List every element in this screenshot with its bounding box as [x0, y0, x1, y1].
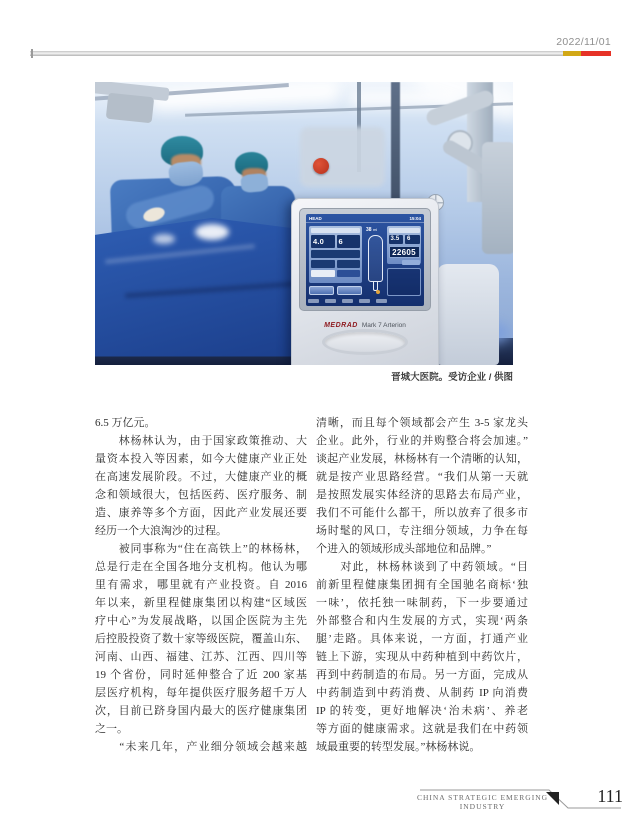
gauze — [195, 224, 229, 240]
injector-device — [291, 198, 439, 365]
header-rule — [30, 51, 611, 56]
header-accent-red — [581, 51, 611, 56]
ceiling-mount — [106, 93, 154, 124]
syringe-graphic — [368, 235, 383, 282]
screen-info-box — [387, 268, 421, 296]
screen-tab — [337, 270, 361, 277]
panel-header-bar — [389, 228, 420, 233]
right-value-2: 6 — [405, 235, 420, 244]
text-line: 一味’，依托独一味制药，下一步要通过 — [316, 597, 528, 609]
flow-rate-value: 4.0 — [311, 235, 335, 248]
text-line: 疗中心”为发展战略，以国企医院为主先 — [95, 615, 307, 627]
right-value-1: 3.5 — [389, 235, 404, 244]
text-line: 再到中药制造的布局。另一方面，完成从 — [316, 669, 528, 681]
text-line: 个进入的领域形成头部地位和品牌。” — [316, 543, 492, 555]
text-line: 在高速发展阶段。不过，大健康产业的概 — [95, 471, 307, 483]
surgeon-right-mask — [240, 173, 268, 193]
parameter-box — [337, 260, 361, 268]
text-line: 河南、山西、福建、江苏、江西、四川等 — [95, 651, 307, 663]
article-column-right — [316, 414, 528, 756]
article-photo — [95, 82, 513, 365]
text-line: 造、康养等多个方面，因此产业发展还要 — [95, 507, 307, 519]
text-line: 念和领域很大，包括医药、医疗服务、制 — [95, 489, 307, 501]
volume-value: 6 — [337, 235, 361, 248]
parameter-box — [311, 260, 335, 268]
journal-name: CHINA STRATEGIC EMERGING INDUSTRY — [416, 793, 549, 811]
text-line: 外部整合和内生发展的方式，实现‘两条 — [316, 615, 528, 627]
text-line: IP 的转变，更好地解决‘治未病’、养老 — [316, 705, 528, 717]
device-screen — [306, 214, 424, 306]
panel-header-bar — [311, 228, 360, 233]
device-model: Mark 7 Arterion — [361, 322, 406, 329]
text-line: “未来几年，产业细分领域会越来越 — [95, 741, 307, 753]
screen-left-panel — [309, 226, 362, 283]
text-line: 年以来，新里程健康集团以构建“区域医 — [95, 597, 307, 609]
text-line: 就是按产业思路经营。“我们从第一天就 — [316, 471, 528, 483]
screen-tab — [311, 270, 335, 277]
device-screen-bezel — [299, 208, 431, 311]
photo-caption: 晋城大医院。受访企业 / 供图 — [391, 372, 513, 383]
text-line: 19 个省份，同时延伸整合了近 200 家基 — [95, 669, 307, 681]
device-brand: MEDRAD — [324, 322, 358, 329]
background-equipment — [300, 127, 385, 187]
text-line: 对此，林杨林谈到了中药领域。“目 — [316, 561, 528, 573]
text-line: 等方面的健康需求。这就是我们在中药领 — [316, 723, 528, 735]
text-line: 我们不可能什么都干，所以放弃了很多市 — [316, 507, 528, 519]
issue-date: 2022/11/01 — [556, 36, 611, 48]
robot-body — [482, 142, 513, 254]
total-volume-value: 22605 — [389, 246, 420, 258]
page-number: 111 — [597, 786, 623, 806]
header-accent-yellow — [563, 51, 581, 56]
text-line: 链上下游，实现从中药种植到中药饮片， — [316, 651, 528, 663]
text-line: 是按照发展实体经济的思路去布局产业， — [316, 489, 528, 501]
screen-button — [309, 286, 334, 295]
screen-time: 15:04 — [409, 215, 421, 221]
text-line: 企业。此外，行业的并购整合将会加速。” — [316, 435, 528, 447]
text-line: 中药制造到中药消费、从制药 IP 向消费 — [316, 687, 528, 699]
text-line: 被同事称为“住在高铁上”的林杨林， — [95, 543, 307, 555]
equipment-pole — [391, 82, 400, 217]
text-line: 场时髦的风口，专注细分领域，力争在每 — [316, 525, 528, 537]
text-line: 域最重要的转型发展。”林杨林说。 — [316, 741, 481, 753]
text-line: 次，目前已跻身国内最大的医疗健康集团 — [95, 705, 307, 717]
gauze — [153, 234, 175, 244]
red-knob — [313, 158, 329, 174]
text-line: 量资本投入等因素，如今大健康产业正处 — [95, 453, 307, 465]
text-line: 之一。 — [95, 723, 128, 735]
article-column-left — [95, 414, 307, 756]
screen-mini-button — [402, 260, 420, 265]
screen-button — [337, 286, 362, 295]
text-line: 后控股投资了数十家等级医院，覆盖山东、 — [95, 633, 307, 645]
text-line: 谈起产业发展，林杨林有一个清晰的认知， — [316, 453, 528, 465]
text-line: 6.5 万亿元。 — [95, 417, 156, 429]
parameter-box — [311, 250, 360, 258]
indicator-dot — [376, 290, 380, 294]
text-line: 总是行走在全国各地分支机构。他认为哪 — [95, 561, 307, 573]
text-line: 层医疗机构，每年提供医疗服务超千万人 — [95, 687, 307, 699]
text-line: 腿’走路。具体来说，一方面，打通产业 — [316, 633, 528, 645]
text-line: 前新里程健康集团拥有全国驰名商标‘独 — [316, 579, 528, 591]
text-line: 林杨林认为，由于国家政策推动、大 — [95, 435, 307, 447]
header-rule-tick — [31, 49, 33, 58]
screen-status-bar — [306, 214, 424, 223]
equipment-pedestal — [437, 264, 499, 365]
text-line: 里有需求，哪里就有产业投资。自 2016 — [95, 579, 307, 591]
syringe-volume-label: 38 ml — [366, 227, 378, 233]
text-line: 经历一个大浪淘沙的过程。 — [95, 525, 227, 537]
screen-menu-bar — [308, 298, 422, 304]
device-handle — [322, 329, 408, 355]
screen-right-panel — [387, 226, 421, 264]
screen-title: HEAD — [309, 215, 322, 221]
text-line: 清晰，而且每个领域都会产生 3-5 家龙头 — [316, 417, 528, 429]
